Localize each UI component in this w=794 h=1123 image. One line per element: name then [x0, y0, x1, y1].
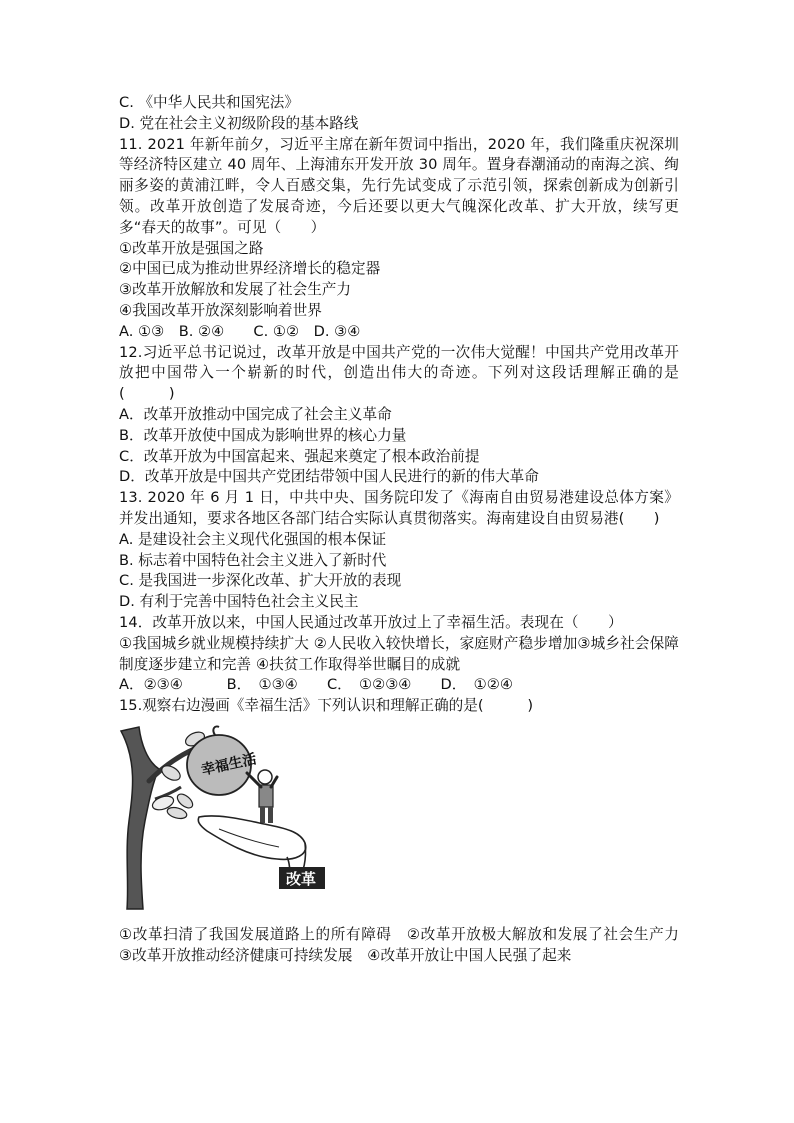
question-11-item: ③改革开放解放和发展了社会生产力 — [119, 281, 351, 299]
cartoon-banner-label: 改革 — [286, 869, 317, 888]
question-13-option: D. 有利于完善中国特色社会主义民主 — [119, 593, 359, 611]
question-11-item: ①改革开放是强国之路 — [119, 239, 264, 257]
option-line: D. 党在社会主义初级阶段的基本路线 — [119, 114, 359, 132]
option-line: C. 《中华人民共和国宪法》 — [119, 94, 300, 111]
question-13-stem: 13. 2020 年 6 月 1 日，中共中央、国务院印发了《海南自由贸易港建设总体方案》并发出通知，要求各地区各部门结合实际认真贯彻落实。海南建设自由贸易港( ) — [119, 489, 679, 527]
question-13-option: B. 标志着中国特色社会主义进入了新时代 — [119, 551, 387, 569]
question-12-stem: 12.习近平总书记说过，改革开放是中国共产党的一次伟大觉醒！中国共产党用改革开放把中国带入一个崭新的时代，创造出伟大的奇迹。下列对这段话理解正确的是( ) — [119, 343, 679, 403]
question-15-items: ①改革扫清了我国发展道路上的所有障碍 ②改革开放极大解放和发展了社会生产力 ③改革开放推动经济健康可持续发展 ④改革开放让中国人民强了起来 — [119, 925, 694, 964]
question-14-items: ①我国城乡就业规模持续扩大 ②人民收入较快增长，家庭财产稳步增加③城乡社会保障制度逐步建立和完善 ④扶贫工作取得举世瞩目的成就 — [119, 634, 679, 673]
cartoon-fruit-label: 幸福生活 — [199, 751, 258, 779]
question-14-options: A．②③④ B． ①③④ C． ①②③④ D． ①②④ — [119, 676, 513, 694]
question-12-option: D．改革开放是中国共产党团结带领中国人民进行的新的伟大革命 — [119, 468, 539, 486]
question-12-option: C．改革开放为中国富起来、强起来奠定了根本政治前提 — [119, 447, 480, 465]
question-15-stem: 15.观察右边漫画《幸福生活》下列认识和理解正确的是( ) — [119, 697, 534, 715]
happy-life-cartoon — [119, 721, 459, 911]
question-12-option: B．改革开放使中国成为影响世界的核心力量 — [119, 426, 407, 444]
question-13-option: A. 是建设社会主义现代化强国的根本保证 — [119, 530, 387, 548]
question-11-item: ②中国已成为推动世界经济增长的稳定器 — [119, 260, 381, 278]
question-11-options: A. ①③ B. ②④ C. ①② D. ③④ — [119, 322, 361, 340]
question-12-option: A．改革开放推动中国完成了社会主义革命 — [119, 405, 392, 423]
question-14-stem: 14．改革开放以来，中国人民通过改革开放过上了幸福生活。表现在（ ） — [119, 613, 623, 631]
question-11-stem: 11. 2021 年新年前夕，习近平主席在新年贺词中指出，2020 年，我们隆重庆祝深圳等经济特区建立 40 周年、上海浦东开发开放 30 周年。置身春潮涌动的南海之滨、绚丽多姿的黄浦江畔，令人百感交集，先行先试变成了示范引领，探索创新成为创新引领。改革开放创造了发展奇迹，今后还要以更大气魄深化改革、扩大开放，续写更多“春天的故事”。可见（ ） — [119, 135, 679, 236]
question-content — [119, 93, 694, 967]
question-11-item: ④我国改革开放深刻影响着世界 — [119, 301, 322, 319]
question-13-option: C. 是我国进一步深化改革、扩大开放的表现 — [119, 572, 402, 590]
